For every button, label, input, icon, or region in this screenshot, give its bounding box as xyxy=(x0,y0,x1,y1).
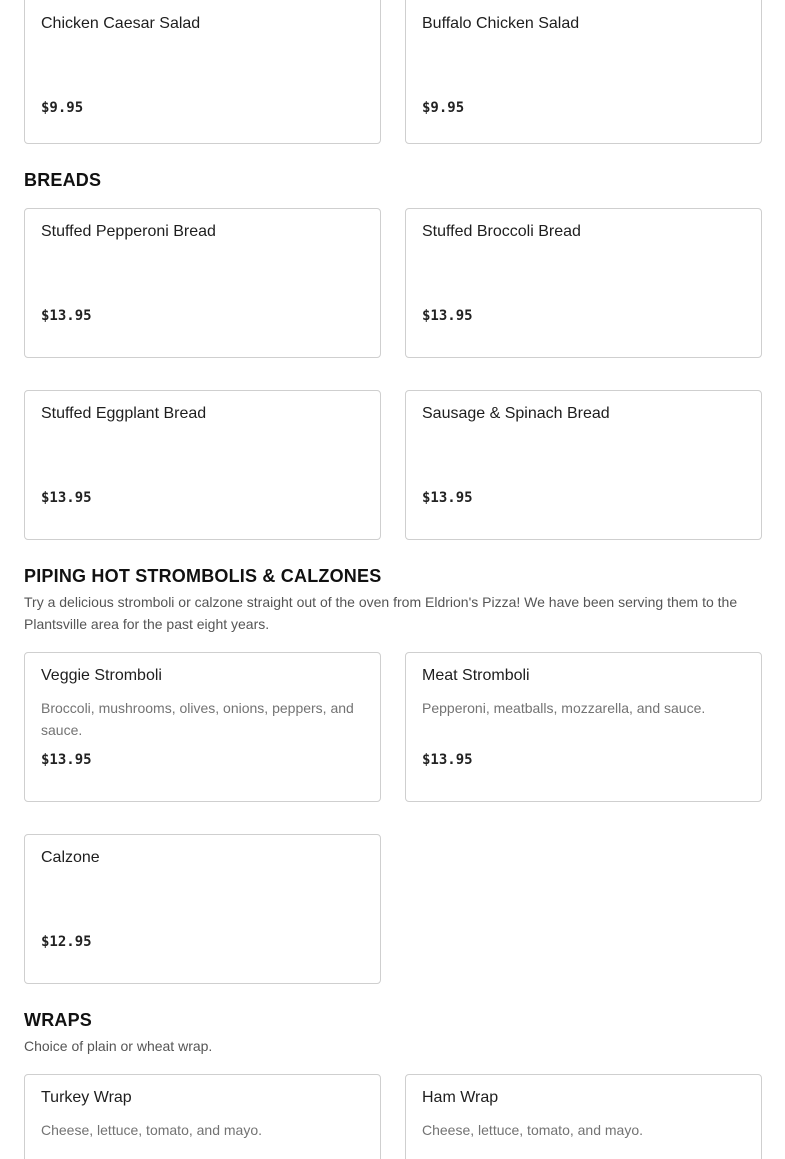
menu-item-description: Cheese, lettuce, tomato, and mayo. xyxy=(41,1122,263,1138)
menu-item-price: $13.95 xyxy=(422,308,473,324)
menu-item-price: $9.95 xyxy=(422,100,465,116)
menu-item-name: Calzone xyxy=(41,849,100,866)
menu-item-card[interactable] xyxy=(405,390,762,540)
menu-item-name: Sausage & Spinach Bread xyxy=(422,405,610,422)
menu-item-card[interactable] xyxy=(405,0,762,144)
menu-item-price: $13.95 xyxy=(41,308,92,324)
menu-item-name: Ham Wrap xyxy=(422,1089,499,1106)
menu-item-card[interactable] xyxy=(405,1074,762,1159)
menu-item-card[interactable] xyxy=(24,390,381,540)
menu-item-card[interactable] xyxy=(24,834,381,984)
menu-item-price: $9.95 xyxy=(41,100,84,116)
menu-item-card[interactable] xyxy=(405,652,762,802)
menu-item-name: Meat Stromboli xyxy=(422,667,530,684)
menu-item-card[interactable] xyxy=(24,652,381,802)
menu-item-name: Veggie Stromboli xyxy=(41,667,162,684)
menu-item-name: Chicken Caesar Salad xyxy=(41,15,201,32)
menu-item-price: $13.95 xyxy=(422,490,473,506)
menu-item-price: $13.95 xyxy=(41,490,92,506)
menu-item-card[interactable] xyxy=(405,208,762,358)
menu-item-card[interactable] xyxy=(24,1074,381,1159)
section-title-wraps: WRAPS xyxy=(24,1010,92,1030)
section-description: Try a delicious stromboli or calzone straight out of the oven from Eldrion's Pizza! We have been serving them to the Plantsville area for the past eight years. xyxy=(24,594,738,632)
section-title-breads: BREADS xyxy=(24,170,102,190)
menu-item-description: Broccoli, mushrooms, olives, onions, peppers, and sauce. xyxy=(41,700,354,738)
menu-item-name: Stuffed Broccoli Bread xyxy=(422,223,581,240)
menu-item-description: Pepperoni, meatballs, mozzarella, and sauce. xyxy=(422,700,706,716)
section-description: Choice of plain or wheat wrap. xyxy=(24,1038,213,1054)
menu-item-card[interactable] xyxy=(24,208,381,358)
menu-item-name: Buffalo Chicken Salad xyxy=(422,15,580,32)
menu-item-price: $12.95 xyxy=(41,934,92,950)
menu-item-name: Turkey Wrap xyxy=(41,1089,132,1106)
menu-item-name: Stuffed Eggplant Bread xyxy=(41,405,207,422)
menu-item-name: Stuffed Pepperoni Bread xyxy=(41,223,216,240)
menu-item-price: $13.95 xyxy=(422,752,473,768)
menu-item-description: Cheese, lettuce, tomato, and mayo. xyxy=(422,1122,644,1138)
section-title-strombolis-calzones: PIPING HOT STROMBOLIS & CALZONES xyxy=(24,566,382,586)
menu-item-price: $13.95 xyxy=(41,752,92,768)
menu-item-card[interactable] xyxy=(24,0,381,144)
